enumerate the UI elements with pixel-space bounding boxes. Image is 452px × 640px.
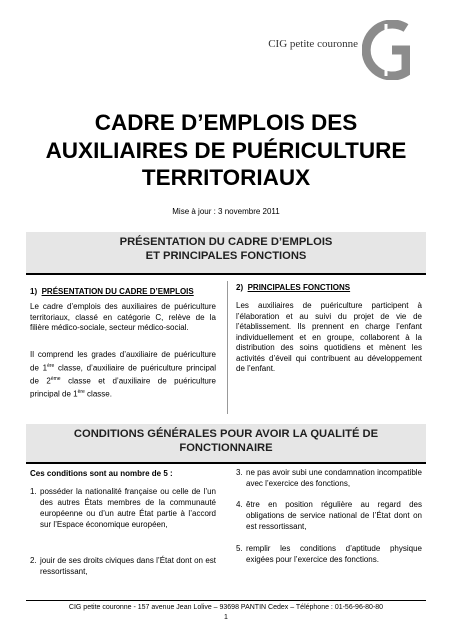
section2-heading-line1: CONDITIONS GÉNÉRALES POUR AVOIR LA QUALITÉ DE xyxy=(73,428,379,440)
update-date: Mise à jour : 3 novembre 2011 xyxy=(172,207,280,216)
condition-item-4 xyxy=(236,499,422,532)
column-divider xyxy=(227,281,228,414)
cig-logo-mark xyxy=(362,20,410,80)
condition-item-2 xyxy=(30,555,216,577)
title-line-1: CADRE D’EMPLOIS DES xyxy=(94,110,358,135)
para2-text-a: Il comprend les grades d’auxiliaire de puériculture de 1 xyxy=(30,350,216,373)
condition-item-3 xyxy=(236,467,422,489)
para2-sup-3: ère xyxy=(77,388,85,395)
para2-text-c: classe et d’auxiliaire de puériculture principal de 1 xyxy=(30,376,216,399)
logo-text: CIG petite couronne xyxy=(268,38,358,50)
condition-item-1 xyxy=(30,486,216,530)
section2-heading-line2: FONCTIONNAIRE xyxy=(179,441,273,454)
condition-text: être en position régulière au regard des obligations de service national de l’État dont on est ressortissant, xyxy=(246,500,422,531)
page-number: 1 xyxy=(224,614,228,621)
condition-number: 1. xyxy=(30,487,37,496)
condition-number: 2. xyxy=(30,556,37,565)
conditions-intro: Ces conditions sont au nombre de 5 : xyxy=(30,469,173,478)
para2-text-d: classe. xyxy=(84,389,112,399)
footer-address: CIG petite couronne - 157 avenue Jean Lolive – 93698 PANTIN Cedex – Téléphone : 01-56-96-80-80 xyxy=(68,604,384,611)
presentation-paragraph-2 xyxy=(30,350,216,400)
condition-text: jouir de ses droits civiques dans l’État dont on est ressortissant, xyxy=(40,556,216,576)
subheading-fonctions xyxy=(236,283,350,292)
condition-number: 5. xyxy=(236,544,243,553)
condition-number: 4. xyxy=(236,500,243,509)
subheading-presentation xyxy=(30,287,194,296)
footer-divider xyxy=(26,600,426,601)
page-title xyxy=(0,109,452,192)
para2-text-b: classe, d’auxiliaire de puériculture principal de 2 xyxy=(30,363,216,386)
subheading-fonctions-label: PRINCIPALES FONCTIONS xyxy=(247,283,351,292)
subheading-presentation-label: PRÉSENTATION DU CADRE D’EMPLOIS xyxy=(41,287,194,296)
condition-text: posséder la nationalité française ou celle de l’un des autres États membres de la communauté européenne ou d’un autre État partie à l’accord sur l’Espace économique européen, xyxy=(40,487,216,529)
condition-text: remplir les conditions d’aptitude physique exigées pour l’exercice des fonctions. xyxy=(246,544,422,564)
fonctions-paragraph: Les auxiliaires de puériculture participent à l’élaboration et au suivi du projet de vie de l’établissement. Ils prennent en charge l’enfant individuellement et en groupe, collaborent à la distribution des soins quotidiens et mènent les activités d’éveil qui contribuent au développement de l’enfant. xyxy=(236,301,422,373)
title-line-2: AUXILIAIRES DE PUÉRICULTURE xyxy=(45,137,407,163)
condition-number: 3. xyxy=(236,468,243,477)
section1-heading xyxy=(26,232,426,275)
title-line-3: TERRITORIAUX xyxy=(141,165,311,190)
subheading-presentation-number: 1) xyxy=(30,287,38,296)
condition-text: ne pas avoir subi une condamnation incompatible avec l’exercice des fonctions, xyxy=(246,468,422,488)
presentation-paragraph-1: Le cadre d’emplois des auxiliaires de puériculture territoriaux, classé en catégorie C, relève de la filière médico-sociale, secteur médico-social. xyxy=(30,302,216,332)
section1-heading-line1: PRÉSENTATION DU CADRE D’EMPLOIS xyxy=(119,236,333,248)
section1-heading-line2: ET PRINCIPALES FONCTIONS xyxy=(145,249,307,262)
section2-heading xyxy=(26,424,426,464)
para2-sup-2: ème xyxy=(50,375,61,382)
subheading-fonctions-number: 2) xyxy=(236,283,244,292)
condition-item-5 xyxy=(236,543,422,565)
para2-sup-1: ère xyxy=(47,362,55,369)
